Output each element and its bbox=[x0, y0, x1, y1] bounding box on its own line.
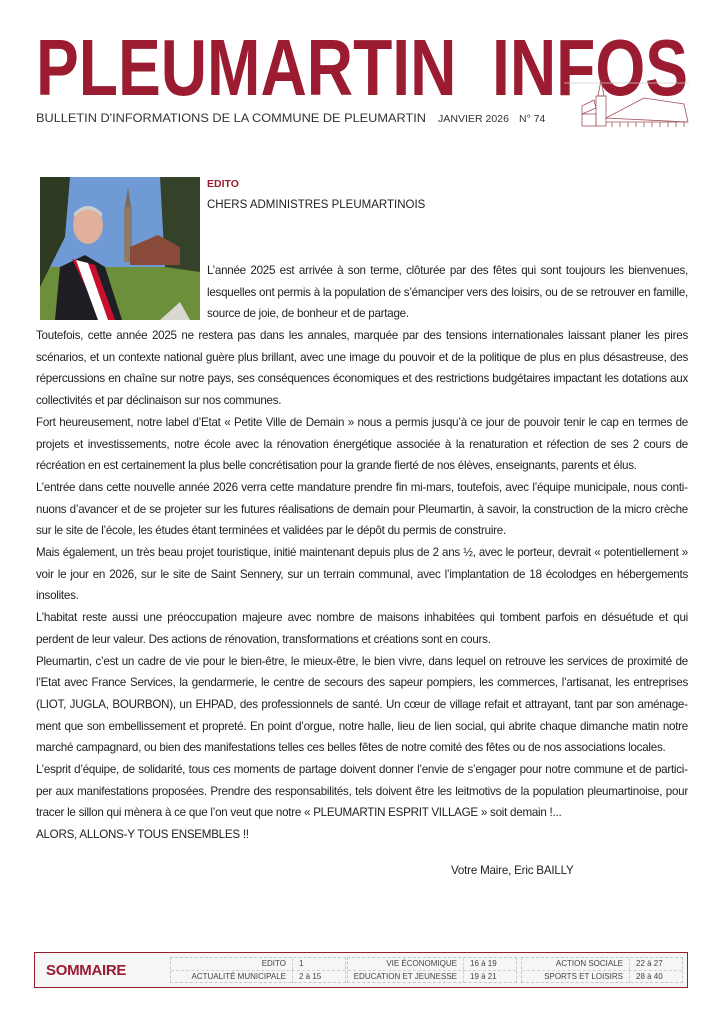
issue-date: JANVIER 2026 bbox=[438, 113, 510, 125]
paragraph: L’esprit d’équipe, de solidarité, tous ces moments de partage doivent donner l’envie de s’engager pour notre commune et de participer aux manifestations proposées. Prendre des responsabilités, tels doivent être les leitmotivs de la population pleumartinoise, pour tracer le sillon qui mènera à ce que l’on veut que notre « PLEUMARTIN ESPRIT VILLAGE » soit demain !... bbox=[36, 763, 688, 820]
toc-item-name: SPORTS ET LOISIRS bbox=[522, 971, 630, 983]
newsletter-title: PLEUMARTIN INFOS bbox=[36, 28, 688, 112]
signature: Votre Maire, Eric BAILLY bbox=[451, 864, 574, 877]
toc-item[interactable] bbox=[348, 970, 516, 983]
toc-item[interactable] bbox=[348, 958, 516, 970]
toc-item[interactable] bbox=[522, 958, 682, 970]
paragraph: ALORS, ALLONS-Y TOUS ENSEMBLES !! bbox=[36, 828, 249, 842]
issue-number: N° 74 bbox=[519, 113, 546, 125]
toc-item-pages: 19 à 21 bbox=[470, 972, 497, 981]
section-label: EDITO bbox=[207, 178, 239, 190]
toc-item-pages: 28 à 40 bbox=[636, 972, 663, 981]
edito-intro bbox=[207, 260, 688, 325]
paragraph: L’entrée dans cette nouvelle année 2026 verra cette mandature prendre fin mi-mars, toutefois, avec l’équipe municipale, nous continuons d’avancer et de se projeter sur les futures réalisations de demain pour Pleumartin, à savoir, la construction de la micro crèche sur le site de l’école, les études étant terminées et validées par le dépôt du permis de construire. bbox=[36, 480, 688, 538]
toc-item-name: ACTION SOCIALE bbox=[522, 958, 630, 970]
toc-item-name: EDUCATION ET JEUNESSE bbox=[348, 971, 464, 983]
toc-item-pages: 16 à 19 bbox=[470, 959, 497, 968]
newsletter-subtitle: BULLETIN D'INFORMATIONS DE LA COMMUNE DE PLEUMARTIN bbox=[36, 111, 426, 125]
toc-item[interactable] bbox=[522, 970, 682, 983]
toc-column bbox=[521, 957, 683, 983]
paragraph: Mais également, un très beau projet touristique, initié maintenant depuis plus de 2 ans ½, avec le porteur, devrait « potentiellement » voir le jour en 2026, sur le site de Saint Sennery, sur un terrain communal, avec l’implantation de 18 écolodges en hébergements insolites. bbox=[36, 546, 688, 603]
toc-title: SOMMAIRE bbox=[46, 962, 127, 979]
paragraph: L’habitat reste aussi une préoccupation majeure avec nombre de maisons inhabitées qui tombent parfois en désuétude et qui perdent de leur valeur. Des actions de rénovation, transformations et créations sont en cours. bbox=[36, 611, 688, 646]
toc-item[interactable] bbox=[171, 958, 345, 970]
toc-column bbox=[170, 957, 346, 983]
toc-item-pages: 2 à 15 bbox=[299, 972, 322, 981]
table-of-contents bbox=[34, 952, 688, 988]
toc-item-name: VIE ÉCONOMIQUE bbox=[348, 958, 464, 970]
toc-item-name: ACTUALITÉ MUNICIPALE bbox=[171, 971, 293, 983]
toc-column bbox=[347, 957, 517, 983]
toc-item-pages: 22 à 27 bbox=[636, 959, 663, 968]
edito-body bbox=[36, 325, 688, 846]
edito-heading: CHERS ADMINISTRES PLEUMARTINOIS bbox=[207, 199, 426, 211]
masthead bbox=[34, 28, 694, 138]
toc-item-name: EDITO bbox=[171, 958, 293, 970]
paragraph: Pleumartin, c’est un cadre de vie pour le bien-être, le mieux-être, le bien vivre, dans lequel on retrouve les services de proximité de l’Etat avec France Services, la gendarmerie, le centre de secours des sapeur pompiers, les commerces, l’artisanat, les entreprises (LIOT, JUGLA, BOURBON), un EHPAD, des professionnels de santé. Un cœur de village refait et attrayant, tant par son aménagement que son embellissement et propreté. En point d’orgue, notre halle, lieu de lien social, qui abrite chaque dimanche matin notre marché campagnard, ou bien des manifestations telles ces belles fêtes de notre comité des fêtes ou de nos associations locales. bbox=[36, 654, 688, 755]
paragraph: Toutefois, cette année 2025 ne restera pas dans les annales, marquée par des tensions internationales laissant planer les pires scénarios, et un contexte national guère plus brillant, avec une image du pouvoir et de la politique de plus en plus désastreuse, des répercussions en chaîne sur notre pays, ses conséquences économiques et des restrictions budgétaires impactant les dotations aux collectivités et par déclinaison sur nos communes. bbox=[36, 329, 688, 408]
paragraph: L’année 2025 est arrivée à son terme, clôturée par des fêtes qui sont toujours les bienvenues, lesquelles ont permis à la population de s’émanciper vers des loisirs, ou de se retrouver en famille, source de joie, de bonheur et de partage. bbox=[207, 264, 688, 321]
paragraph: Fort heureusement, notre label d’Etat « Petite Ville de Demain » nous a permis jusqu’à ce jour de pouvoir tenir le cap en termes de projets et investissements, notre école avec la rénovation énergétique associée à la renaturation et réfection de ses 2 cours de récréation en est certainement la plus belle concrétisation pour la grande fierté de nos élèves, enseignants, parents et élus. bbox=[36, 415, 688, 473]
mayor-photo bbox=[40, 177, 200, 320]
toc-item[interactable] bbox=[171, 970, 345, 983]
toc-item-pages: 1 bbox=[299, 959, 304, 968]
